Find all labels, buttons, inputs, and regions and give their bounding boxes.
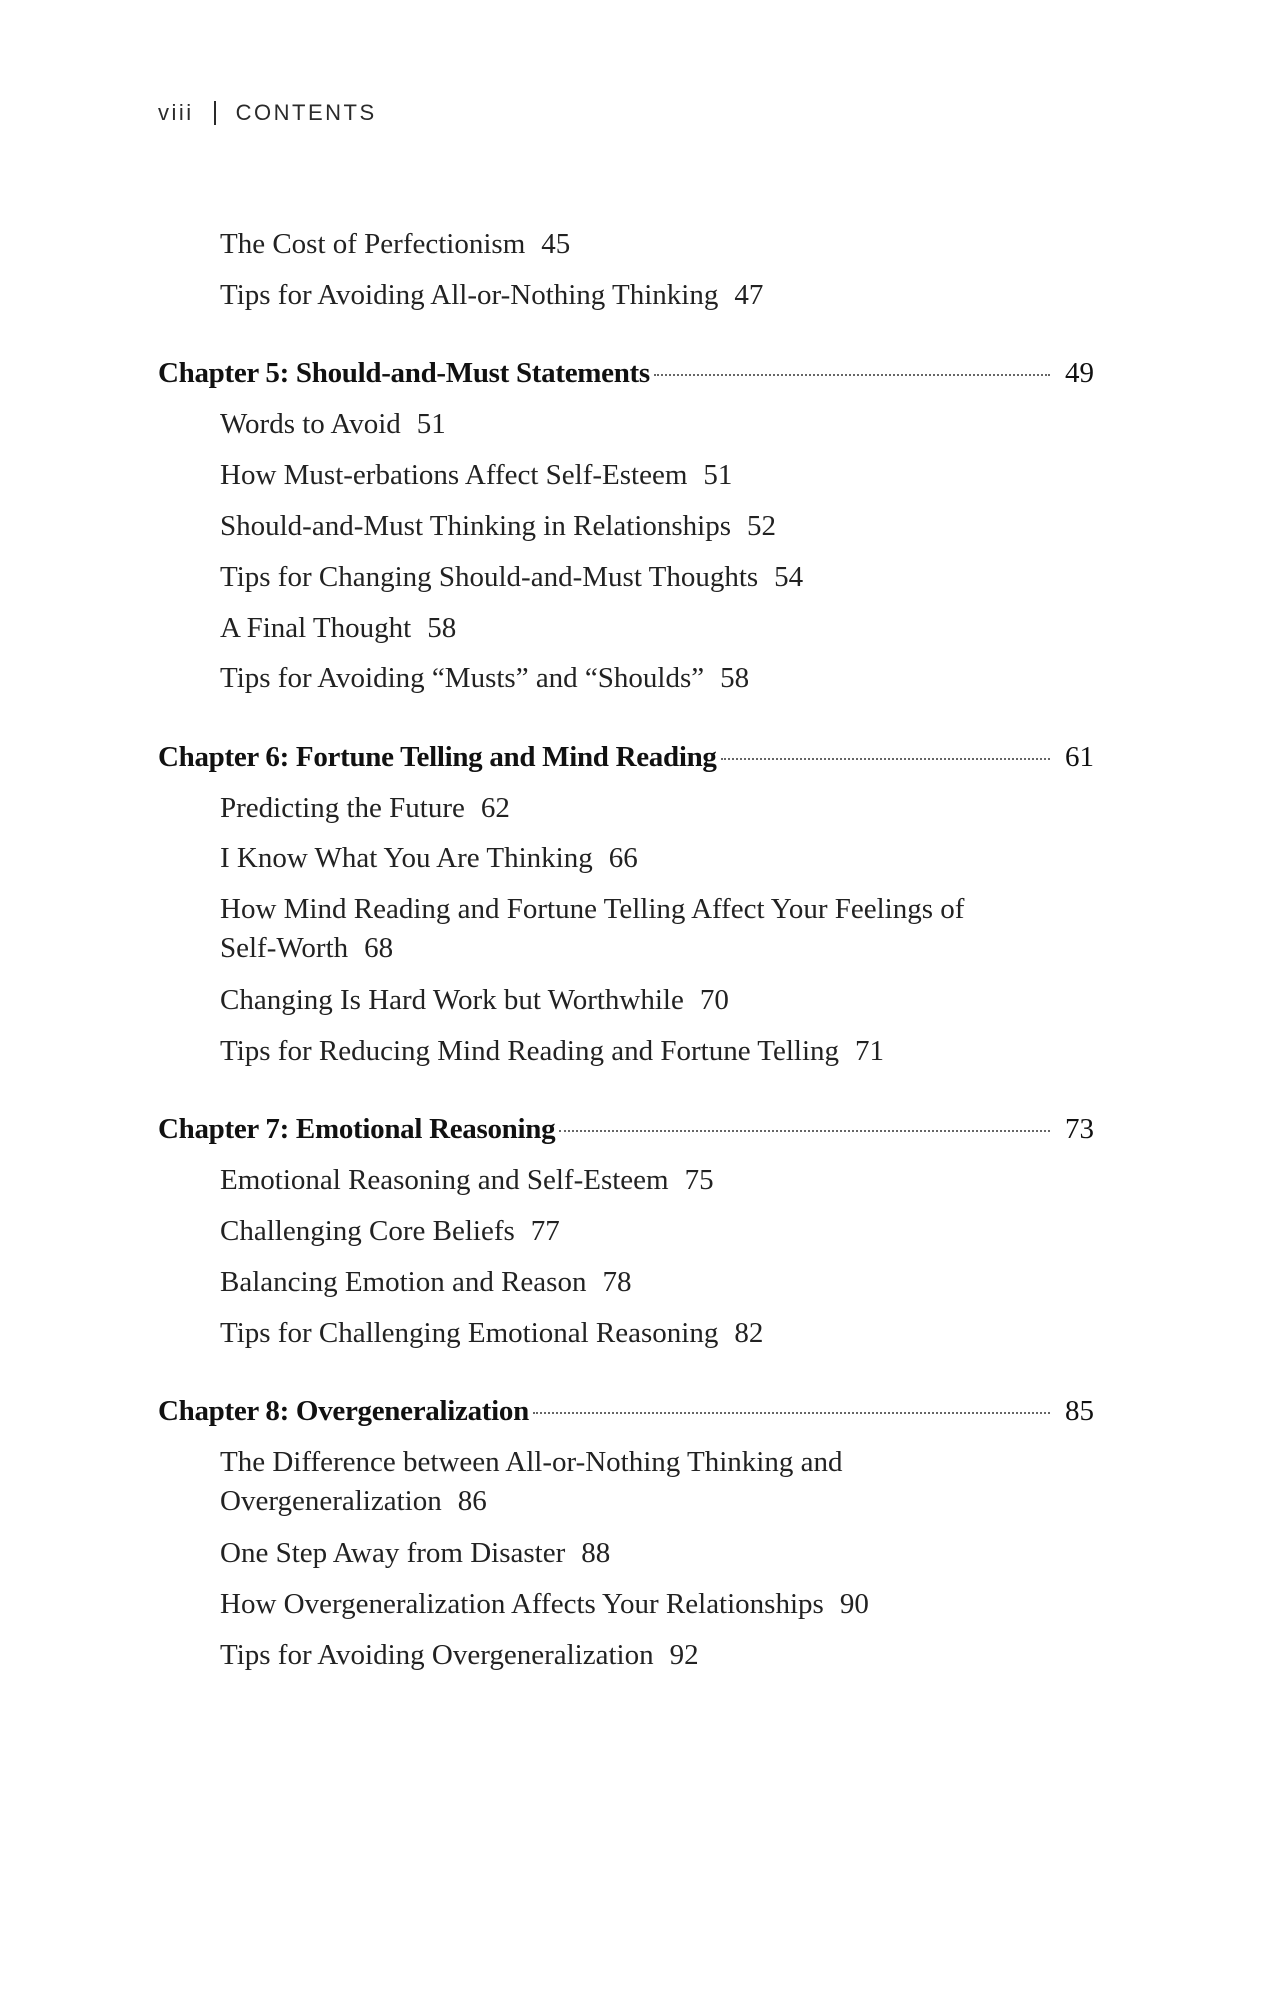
- toc-entry-page: 52: [747, 510, 776, 542]
- toc-entry-title: Predicting the Future: [220, 792, 465, 824]
- section-title: CONTENTS: [235, 100, 377, 125]
- toc-entry-title: One Step Away from Disaster: [220, 1537, 566, 1569]
- toc-entry-title: Changing Is Hard Work but Worthwhile: [220, 984, 684, 1016]
- toc-entry-title: Challenging Core Beliefs: [220, 1215, 515, 1247]
- toc-entry-title: How Overgeneralization Affects Your Relationships: [220, 1588, 824, 1620]
- dot-leader: [533, 1412, 1050, 1414]
- chapter-page: 49: [1065, 357, 1094, 389]
- toc-entry-page: 47: [734, 279, 764, 311]
- toc-entry-title: Tips for Challenging Emotional Reasoning: [220, 1317, 719, 1349]
- toc-entry-title: Balancing Emotion and Reason: [220, 1266, 587, 1298]
- dot-leader: [654, 374, 1050, 376]
- toc-chapter-8[interactable]: [158, 1392, 1094, 1431]
- toc-entry[interactable]: [220, 1212, 1020, 1251]
- toc-entry[interactable]: [220, 1263, 1020, 1302]
- header-divider: [214, 101, 216, 125]
- chapter-title: Chapter 6: Fortune Telling and Mind Reading: [158, 741, 717, 773]
- toc-chapter-5[interactable]: [158, 354, 1094, 393]
- toc-entry-page: 51: [416, 408, 446, 440]
- toc-entry[interactable]: [220, 1585, 1020, 1624]
- toc-entry-page: 77: [530, 1215, 560, 1247]
- toc-entry[interactable]: [220, 405, 1020, 444]
- chapter-page: 73: [1065, 1113, 1094, 1145]
- toc-entry-title: Words to Avoid: [220, 408, 401, 440]
- toc-entry-title: Tips for Avoiding Overgeneralization: [220, 1639, 654, 1671]
- toc-entry[interactable]: [220, 981, 1020, 1020]
- toc-entry-page: 51: [703, 459, 733, 491]
- chapter-title: Chapter 7: Emotional Reasoning: [158, 1113, 556, 1145]
- toc-entry-page: 68: [364, 932, 394, 964]
- dot-leader: [559, 1130, 1050, 1132]
- toc-entry-page: 71: [855, 1035, 885, 1067]
- toc-entry-title: Tips for Reducing Mind Reading and Fortune Telling: [220, 1035, 840, 1067]
- toc-entry[interactable]: [220, 659, 1020, 698]
- toc-entry[interactable]: [220, 839, 1020, 878]
- toc-entry-page: 82: [734, 1317, 764, 1349]
- dot-leader: [721, 758, 1050, 760]
- toc-entry-page: 75: [684, 1164, 714, 1196]
- chapter-title: Chapter 5: Should-and-Must Statements: [158, 357, 650, 389]
- chapter-title: Chapter 8: Overgeneralization: [158, 1395, 529, 1427]
- page-number: viii: [158, 100, 194, 125]
- toc-entry[interactable]: [220, 609, 1020, 648]
- toc-entry-page: 45: [541, 228, 571, 260]
- toc-entry[interactable]: [220, 507, 1020, 546]
- toc-entry-title: How Must-erbations Affect Self-Esteem: [220, 459, 688, 491]
- toc-entry-title: Tips for Avoiding “Musts” and “Shoulds”: [220, 662, 705, 694]
- toc-entry[interactable]: [220, 1636, 1020, 1675]
- running-head: [158, 100, 377, 126]
- toc-entry-title: Tips for Changing Should-and-Must Thoughts: [220, 561, 759, 593]
- chapter-page: 61: [1065, 741, 1094, 773]
- toc-entry-title: The Difference between All-or-Nothing Thinking and Overgeneralization: [220, 1446, 843, 1517]
- toc-entry-page: 86: [457, 1485, 487, 1517]
- toc-entry-page: 54: [774, 561, 804, 593]
- toc-entry-page: 58: [720, 662, 750, 694]
- toc-entry[interactable]: [220, 789, 1020, 828]
- toc-entry-title: How Mind Reading and Fortune Telling Affect Your Feelings of Self-Worth: [220, 893, 965, 964]
- toc-entry-title: The Cost of Perfectionism: [220, 228, 526, 260]
- toc-entry-page: 58: [427, 612, 457, 644]
- toc-entry-title: Should-and-Must Thinking in Relationships: [220, 510, 731, 542]
- toc-entry-title: I Know What You Are Thinking: [220, 842, 593, 874]
- toc-entry-page: 66: [608, 842, 638, 874]
- toc-entry-page: 92: [669, 1639, 699, 1671]
- toc-chapter-6[interactable]: [158, 738, 1094, 777]
- toc-entry[interactable]: [220, 225, 1020, 264]
- toc-entry-title: A Final Thought: [220, 612, 412, 644]
- toc-entry-page: 78: [602, 1266, 632, 1298]
- toc-entry[interactable]: [220, 1032, 1020, 1071]
- toc-entry[interactable]: [220, 276, 1020, 315]
- toc-entry[interactable]: [220, 1534, 1020, 1573]
- toc-chapter-7[interactable]: [158, 1110, 1094, 1149]
- toc-entry[interactable]: [220, 456, 1020, 495]
- toc-entry-page: 62: [480, 792, 510, 824]
- toc-entry[interactable]: [220, 890, 1000, 968]
- toc-entry[interactable]: [220, 1314, 1020, 1353]
- toc-entry-title: Emotional Reasoning and Self-Esteem: [220, 1164, 669, 1196]
- chapter-page: 85: [1065, 1395, 1094, 1427]
- toc-entry[interactable]: [220, 1161, 1020, 1200]
- toc-entry[interactable]: [220, 1443, 980, 1521]
- toc-entry[interactable]: [220, 558, 1020, 597]
- toc-entry-title: Tips for Avoiding All-or-Nothing Thinking: [220, 279, 719, 311]
- toc-entry-page: 88: [581, 1537, 611, 1569]
- toc-entry-page: 90: [839, 1588, 869, 1620]
- toc-entry-page: 70: [699, 984, 729, 1016]
